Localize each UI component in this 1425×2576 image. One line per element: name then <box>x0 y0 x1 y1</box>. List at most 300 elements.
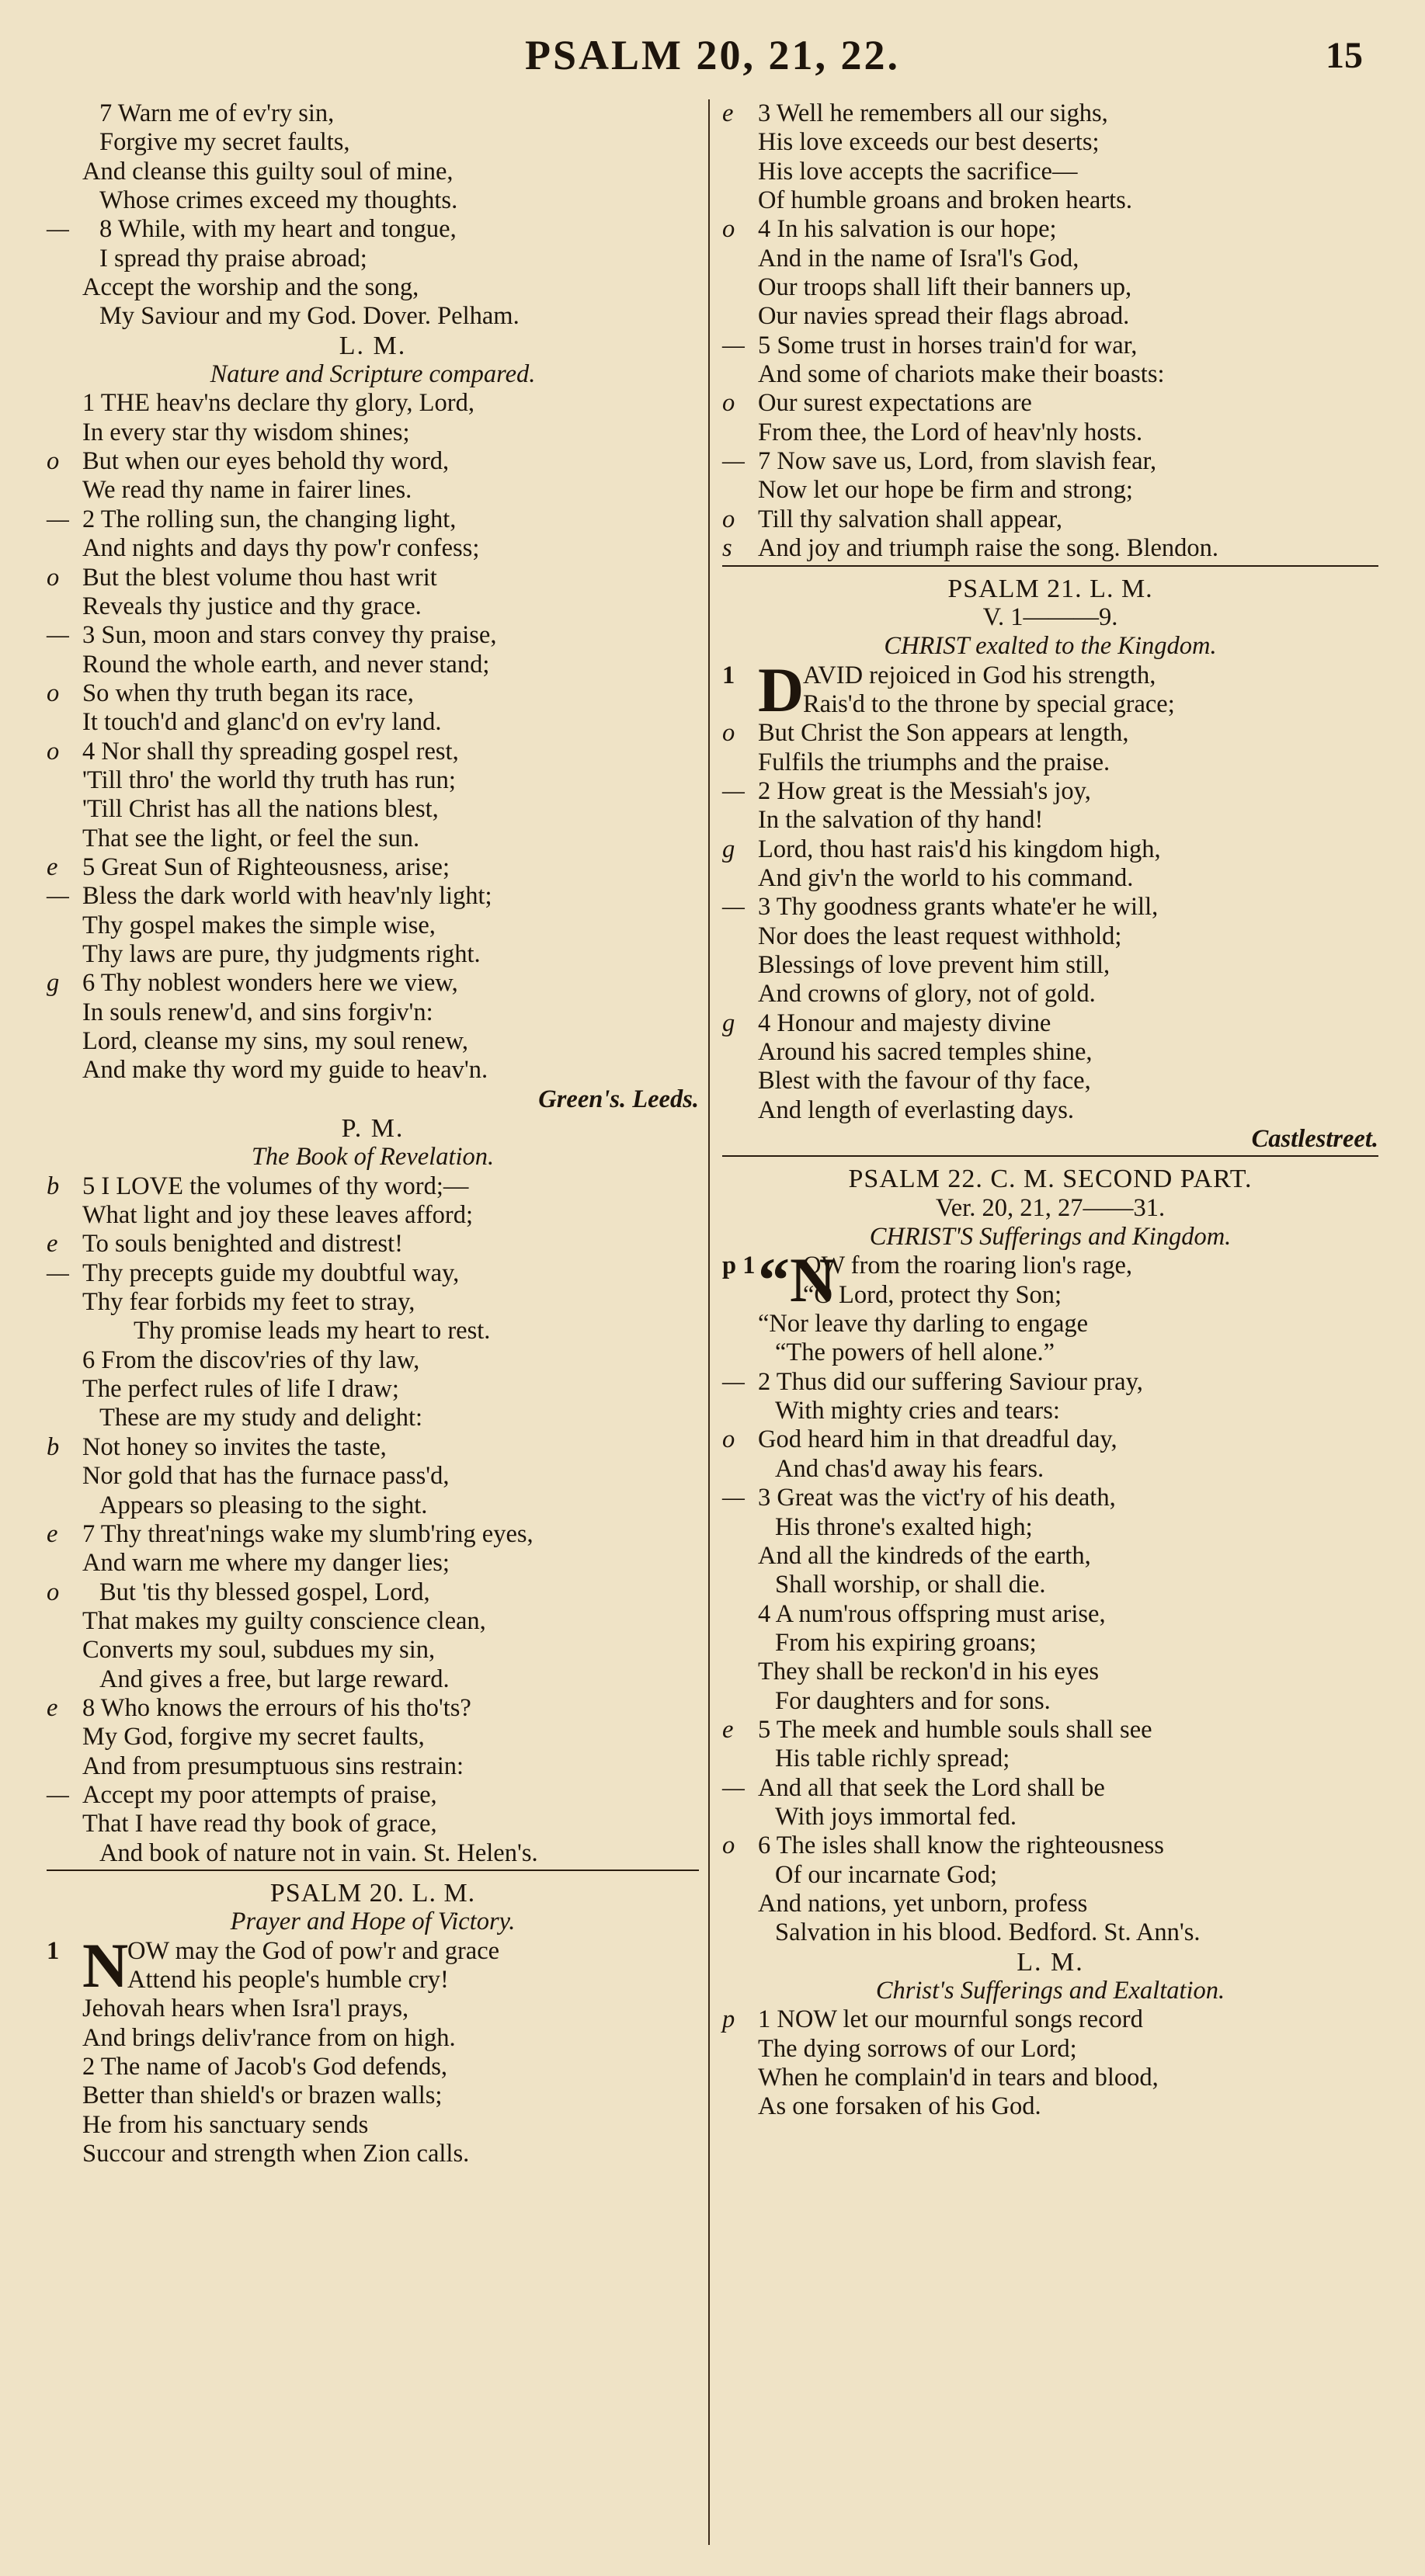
verse-line <box>722 1455 1378 1484</box>
verse-text: Forgive my secret faults, <box>99 128 350 157</box>
verse-line <box>47 1491 699 1520</box>
section-rule <box>722 565 1378 567</box>
verse-text: And some of chariots make their boasts: <box>758 360 1165 389</box>
dynamic-mark: — <box>47 215 69 244</box>
verse-text: 4 Nor shall thy spreading gospel rest, <box>82 737 459 766</box>
verse-text: Thy fear forbids my feet to stray, <box>82 1288 415 1317</box>
verse-text: And giv'n the world to his command. <box>758 863 1134 892</box>
dynamic-mark: — <box>47 505 69 533</box>
verse-text: 8 While, with my heart and tongue, <box>99 215 457 244</box>
verse-line <box>47 1201 699 1230</box>
dynamic-mark: o <box>47 447 60 476</box>
verse-text: 5 Some trust in horses train'd for war, <box>758 331 1138 359</box>
dynamic-mark: o <box>47 563 60 592</box>
verse-text: 4 In his salvation is our hope; <box>758 215 1057 244</box>
verse-text: Salvation in his blood. Bedford. St. Ann's. <box>775 1918 1201 1947</box>
verse-text: The dying sorrows of our Lord; <box>758 2034 1077 2063</box>
verse-text: In every star thy wisdom shines; <box>82 418 410 446</box>
verse-text: Round the whole earth, and never stand; <box>82 650 490 679</box>
verse-line <box>47 1607 699 1636</box>
verse-line <box>722 273 1378 302</box>
verse-text: But when our eyes behold thy word, <box>82 447 450 476</box>
verse-text: Better than shield's or brazen walls; <box>82 2081 443 2110</box>
verse-line <box>47 1994 699 2023</box>
verse-text: And length of everlasting days. <box>758 1095 1075 1124</box>
verse-line <box>722 1918 1378 1947</box>
dynamic-mark: e <box>47 1693 58 1722</box>
verse-line <box>47 766 699 795</box>
verse-line <box>47 1752 699 1781</box>
verse-text: With joys immortal fed. <box>775 1802 1017 1831</box>
tune-names: Green's. Leeds. <box>538 1085 699 1113</box>
verse-line <box>47 1375 699 1404</box>
verse-line <box>722 332 1378 360</box>
verse-text: Not honey so invites the taste, <box>82 1432 387 1461</box>
verse-line <box>722 128 1378 157</box>
verse-text: Till thy salvation shall appear, <box>758 505 1062 533</box>
dynamic-mark: e <box>47 1519 58 1548</box>
hymn-subject: Christ's Sufferings and Exaltation. <box>875 1977 1225 2005</box>
dynamic-mark: o <box>47 1578 60 1606</box>
dynamic-mark: — <box>722 1484 745 1512</box>
verse-line <box>722 980 1378 1009</box>
verse-line <box>722 1803 1378 1831</box>
verse-range: V. 1———9. <box>982 602 1118 631</box>
verse-text: Around his sacred temples shine, <box>758 1038 1093 1066</box>
verse-text: With mighty cries and tears: <box>775 1397 1060 1425</box>
verse-text: And all the kindreds of the earth, <box>758 1541 1091 1570</box>
verse-line <box>47 651 699 679</box>
verse-line <box>47 1549 699 1578</box>
verse-text: But 'tis thy blessed gospel, Lord, <box>99 1578 430 1606</box>
dynamic-mark: — <box>47 1258 69 1287</box>
verse-line <box>47 1665 699 1694</box>
verse-line <box>47 186 699 215</box>
verse-text: Nor does the least request withhold; <box>758 922 1122 950</box>
verse-text: Accept the worship and the song, <box>82 273 419 302</box>
verse-number: 1 <box>47 1936 60 1965</box>
verse-line <box>47 1317 699 1345</box>
verse-text: “O Lord, protect thy Son; <box>803 1280 1062 1309</box>
verse-text: Lord, cleanse my sins, my soul renew, <box>82 1027 469 1055</box>
dynamic-mark: e <box>722 99 734 127</box>
dynamic-mark: o <box>722 1831 735 1860</box>
verse-text: When he complain'd in tears and blood, <box>758 2064 1159 2092</box>
verse-text: But Christ the Son appears at length, <box>758 719 1129 748</box>
dynamic-mark: b <box>47 1172 60 1200</box>
dynamic-mark: e <box>47 1230 58 1258</box>
verse-line <box>722 186 1378 215</box>
verse-line <box>722 1067 1378 1095</box>
verse-line <box>47 825 699 853</box>
verse-text: Thy gospel makes the simple wise, <box>82 911 436 939</box>
verse-text: Thy promise leads my heart to rest. <box>134 1317 491 1345</box>
verse-line <box>47 853 699 882</box>
verse-line <box>47 1636 699 1665</box>
verse-text: 5 The meek and humble souls shall see <box>758 1715 1152 1744</box>
dynamic-mark: o <box>47 737 60 766</box>
verse-line <box>47 1520 699 1549</box>
dynamic-mark: s <box>722 534 732 563</box>
verse-line <box>47 418 699 447</box>
verse-line <box>722 418 1378 447</box>
verse-text: Our troops shall lift their banners up, <box>758 273 1132 302</box>
verse-line <box>722 360 1378 389</box>
verse-line <box>47 621 699 650</box>
verse-line <box>47 1694 699 1723</box>
verse-line <box>722 1600 1378 1629</box>
verse-text: In the salvation of thy hand! <box>758 806 1044 835</box>
verse-text: Blest with the favour of thy face, <box>758 1067 1091 1095</box>
verse-text: Nor gold that has the furnace pass'd, <box>82 1462 450 1491</box>
verse-line <box>722 719 1378 748</box>
page-number: 15 <box>1326 35 1363 76</box>
verse-line <box>722 1368 1378 1397</box>
verse-number: p 1 <box>722 1252 756 1280</box>
dynamic-mark: g <box>47 969 60 998</box>
verse-text: And joy and triumph raise the song. Blendon. <box>758 534 1219 563</box>
verse-line <box>722 245 1378 273</box>
verse-text: Now let our hope be firm and strong; <box>758 476 1133 505</box>
verse-line <box>47 158 699 186</box>
dynamic-mark: — <box>722 1367 745 1396</box>
verse-text: In souls renew'd, and sins forgiv'n: <box>82 998 433 1026</box>
verse-text: 2 How great is the Messiah's joy, <box>758 776 1091 805</box>
verse-text: We read thy name in fairer lines. <box>82 476 412 505</box>
verse-text: What light and joy these leaves afford; <box>82 1201 473 1230</box>
running-head <box>0 31 1425 85</box>
verse-text: Reveals thy justice and thy grace. <box>82 592 422 620</box>
verse-text: Succour and strength when Zion calls. <box>82 2140 470 2168</box>
verse-line <box>722 835 1378 864</box>
verse-line <box>722 1774 1378 1803</box>
verse-text: Blessings of love prevent him still, <box>758 950 1110 979</box>
verse-text: That I have read thy book of grace, <box>82 1810 437 1838</box>
verse-text: 1 NOW let our mournful songs record <box>758 2005 1143 2034</box>
dynamic-mark: — <box>47 882 69 911</box>
verse-text: Lord, thou hast rais'd his kingdom high, <box>758 835 1161 863</box>
verse-text: Thy precepts guide my doubtful way, <box>82 1258 460 1287</box>
verse-line <box>722 1716 1378 1745</box>
verse-number: 1 <box>722 661 735 689</box>
dynamic-mark: o <box>47 679 60 707</box>
verse-line <box>47 1578 699 1607</box>
dynamic-mark: — <box>47 621 69 650</box>
verse-line <box>722 447 1378 476</box>
psalm-heading: PSALM 22. C. M. SECOND PART. <box>848 1165 1253 1194</box>
hymn-subject: CHRIST exalted to the Kingdom. <box>884 632 1217 661</box>
verse-line <box>722 1542 1378 1571</box>
verse-text: 2 The name of Jacob's God defends, <box>82 2053 448 2081</box>
verse-line <box>47 1781 699 1810</box>
section-rule <box>47 1870 699 1871</box>
verse-text: Shall worship, or shall die. <box>775 1571 1046 1599</box>
verse-line <box>47 128 699 157</box>
verse-line <box>47 1056 699 1085</box>
dynamic-mark: o <box>722 719 735 748</box>
drop-cap: D <box>758 654 805 725</box>
verse-text: God heard him in that dreadful day, <box>758 1425 1117 1454</box>
verse-line <box>722 922 1378 951</box>
column-divider <box>708 99 710 2545</box>
verse-text: Bless the dark world with heav'nly light; <box>82 882 492 911</box>
verse-line <box>722 951 1378 980</box>
verse-text: And book of nature not in vain. St. Helen's. <box>99 1838 538 1867</box>
verse-text: 6 From the discov'ries of thy law, <box>82 1345 420 1374</box>
verse-line <box>722 1831 1378 1860</box>
verse-text: His love accepts the sacrifice— <box>758 157 1078 186</box>
verse-line <box>722 215 1378 244</box>
verse-text: 7 Warn me of ev'ry sin, <box>99 99 335 127</box>
right-column <box>722 99 1378 2122</box>
verse-text: They shall be reckon'd in his eyes <box>758 1658 1100 1686</box>
dynamic-mark: g <box>722 1009 735 1037</box>
verse-line <box>47 679 699 708</box>
verse-text: And make thy word my guide to heav'n. <box>82 1056 488 1085</box>
dynamic-mark: o <box>722 389 735 418</box>
verse-text: 3 Sun, moon and stars convey thy praise, <box>82 621 497 650</box>
verse-line <box>722 806 1378 835</box>
verse-line <box>47 1462 699 1491</box>
verse-line <box>47 708 699 737</box>
verse-line <box>722 777 1378 806</box>
verse-text: And brings deliv'rance from on high. <box>82 2023 456 2052</box>
psalm-heading: PSALM 20. L. M. <box>269 1878 476 1908</box>
verse-line <box>722 1745 1378 1773</box>
verse-text: From thee, the Lord of heav'nly hosts. <box>758 418 1143 446</box>
verse-text: And nations, yet unborn, profess <box>758 1889 1088 1918</box>
verse-line <box>47 795 699 824</box>
verse-line <box>722 1038 1378 1067</box>
verse-line <box>722 1310 1378 1338</box>
verse-text: As one forsaken of his God. <box>758 2092 1041 2121</box>
verse-line <box>47 564 699 592</box>
verse-line <box>722 1484 1378 1512</box>
verse-line <box>722 1009 1378 1038</box>
dynamic-mark: — <box>722 1773 745 1802</box>
verse-text: 'Till Christ has all the nations blest, <box>82 795 439 824</box>
verse-line <box>722 1571 1378 1599</box>
verse-line <box>47 911 699 940</box>
verse-text: His table richly spread; <box>775 1745 1010 1773</box>
verse-line <box>47 1839 699 1868</box>
verse-text: And gives a free, but large reward. <box>99 1665 450 1693</box>
verse-line <box>722 1629 1378 1658</box>
verse-text: These are my study and delight: <box>99 1404 423 1432</box>
verse-text: OW from the roaring lion's rage, <box>803 1252 1133 1280</box>
dynamic-mark: p <box>722 2005 735 2034</box>
verse-text: 2 The rolling sun, the changing light, <box>82 505 457 533</box>
verse-text: 7 Now save us, Lord, from slavish fear, <box>758 447 1157 476</box>
verse-line <box>47 882 699 911</box>
verse-line <box>722 534 1378 563</box>
verse-text: So when thy truth began its race, <box>82 679 414 707</box>
verse-text: Our navies spread their flags abroad. <box>758 302 1130 331</box>
psalm-heading: PSALM 21. L. M. <box>947 574 1153 603</box>
verse-line <box>47 2053 699 2081</box>
verse-text: From his expiring groans; <box>775 1628 1037 1657</box>
verse-text: Attend his people's humble cry! <box>127 1966 449 1994</box>
verse-text: And warn me where my danger lies; <box>82 1549 450 1578</box>
verse-text: Converts my soul, subdues my sin, <box>82 1636 436 1665</box>
verse-text: AVID rejoiced in God his strength, <box>803 661 1156 689</box>
dynamic-mark: — <box>722 331 745 359</box>
verse-text: Of humble groans and broken hearts. <box>758 186 1132 215</box>
drop-cap-line-continued <box>47 1966 699 1994</box>
verse-line <box>47 273 699 302</box>
verse-text: For daughters and for sons. <box>775 1686 1051 1715</box>
verse-line <box>47 505 699 534</box>
verse-text: 5 Great Sun of Righteousness, arise; <box>82 852 450 881</box>
verse-text: My God, forgive my secret faults, <box>82 1723 425 1751</box>
verse-line <box>47 302 699 331</box>
verse-text: And chas'd away his fears. <box>775 1454 1044 1483</box>
dynamic-mark: o <box>722 215 735 244</box>
verse-text: OW may the God of pow'r and grace <box>127 1936 500 1965</box>
verse-line <box>722 2035 1378 2064</box>
verse-text: His throne's exalted high; <box>775 1512 1033 1541</box>
dynamic-mark: e <box>47 852 58 881</box>
verse-text: 6 Thy noblest wonders here we view, <box>82 969 458 998</box>
verse-text: 3 Well he remembers all our sighs, <box>758 99 1108 127</box>
hymn-subject: Prayer and Hope of Victory. <box>230 1908 516 1936</box>
verse-line <box>722 2005 1378 2034</box>
verse-line <box>47 1433 699 1462</box>
verse-text: But the blest volume thou hast writ <box>82 563 437 592</box>
verse-line <box>722 1890 1378 1918</box>
verse-line <box>47 1230 699 1258</box>
verse-line <box>47 2081 699 2110</box>
verse-line <box>47 447 699 476</box>
verse-text: “Nor leave thy darling to engage <box>758 1310 1089 1338</box>
verse-text: 3 Great was the vict'ry of his death, <box>758 1484 1116 1512</box>
verse-text: And cleanse this guilty soul of mine, <box>82 157 454 186</box>
verse-line <box>47 245 699 273</box>
verse-text: And nights and days thy pow'r confess; <box>82 534 480 563</box>
verse-line <box>47 1027 699 1056</box>
verse-text: To souls benighted and distrest! <box>82 1230 403 1258</box>
verse-text: Fulfils the triumphs and the praise. <box>758 748 1110 776</box>
verse-line <box>722 158 1378 186</box>
verse-line <box>722 99 1378 128</box>
verse-text: 3 Thy goodness grants whate'er he will, <box>758 893 1159 922</box>
hymn-subject: Nature and Scripture compared. <box>210 360 536 389</box>
verse-line <box>722 1338 1378 1367</box>
verse-line <box>722 748 1378 777</box>
verse-line <box>722 2064 1378 2092</box>
dynamic-mark: — <box>722 776 745 805</box>
verse-text: 5 I LOVE the volumes of thy word;— <box>82 1172 469 1200</box>
verse-line <box>722 1425 1378 1454</box>
verse-text: The perfect rules of life I draw; <box>82 1375 399 1404</box>
verse-line <box>722 864 1378 893</box>
verse-text: And all that seek the Lord shall be <box>758 1773 1105 1802</box>
verse-text: Rais'd to the throne by special grace; <box>803 689 1175 718</box>
drop-cap: N <box>82 1929 129 2001</box>
verse-line <box>47 1810 699 1838</box>
verse-text: Our surest expectations are <box>758 389 1032 418</box>
verse-text: He from his sanctuary sends <box>82 2110 369 2139</box>
dynamic-mark: g <box>722 835 735 863</box>
verse-text: And in the name of Isra'l's God, <box>758 244 1079 273</box>
verse-text: 4 A num'rous offspring must arise, <box>758 1599 1106 1628</box>
verse-line <box>47 99 699 128</box>
verse-line <box>47 738 699 766</box>
verse-line <box>722 1861 1378 1890</box>
verse-text: It touch'd and glanc'd on ev'ry land. <box>82 708 442 737</box>
verse-line <box>47 2140 699 2168</box>
verse-text: Thy laws are pure, thy judgments right. <box>82 939 481 968</box>
verse-text: His love exceeds our best deserts; <box>758 128 1100 157</box>
verse-range: Ver. 20, 21, 27——31. <box>935 1193 1166 1222</box>
verse-line <box>47 1346 699 1375</box>
verse-text: I spread thy praise abroad; <box>99 244 367 273</box>
dynamic-mark: o <box>722 505 735 533</box>
dynamic-mark: b <box>47 1432 60 1461</box>
verse-text: And crowns of glory, not of gold. <box>758 980 1096 1009</box>
verse-text: That see the light, or feel the sun. <box>82 824 420 852</box>
verse-line <box>47 1259 699 1288</box>
meter-heading: L. M. <box>339 331 407 360</box>
verse-line <box>47 389 699 418</box>
verse-line <box>722 1397 1378 1425</box>
meter-heading: P. M. <box>341 1114 405 1144</box>
verse-text: 8 Who knows the errours of his tho'ts? <box>82 1693 471 1722</box>
verse-line <box>47 940 699 969</box>
verse-text: 'Till thro' the world thy truth has run; <box>82 766 456 794</box>
verse-text: That makes my guilty conscience clean, <box>82 1606 486 1635</box>
meter-heading: L. M. <box>1017 1947 1084 1977</box>
verse-text: Of our incarnate God; <box>775 1860 998 1889</box>
dynamic-mark: — <box>722 893 745 922</box>
verse-line <box>47 1404 699 1432</box>
verse-line <box>722 893 1378 922</box>
verse-text: Accept my poor attempts of praise, <box>82 1780 437 1809</box>
running-title: PSALM 20, 21, 22. <box>525 32 900 78</box>
verse-line <box>47 592 699 621</box>
verse-line <box>722 505 1378 534</box>
verse-line <box>47 998 699 1027</box>
verse-line <box>722 2092 1378 2121</box>
verse-text: “The powers of hell alone.” <box>775 1338 1055 1367</box>
verse-text: Jehovah hears when Isra'l prays, <box>82 1994 409 2023</box>
verse-line <box>47 534 699 563</box>
verse-line <box>722 1096 1378 1125</box>
drop-cap: “N <box>758 1245 836 1316</box>
tune-names: Castlestreet. <box>1251 1125 1378 1154</box>
verse-line <box>47 1288 699 1317</box>
verse-line <box>47 969 699 998</box>
verse-line <box>47 2024 699 2053</box>
verse-text: 1 THE heav'ns declare thy glory, Lord, <box>82 389 474 418</box>
verse-text: 4 Honour and majesty divine <box>758 1009 1051 1037</box>
drop-cap-line-continued <box>722 690 1378 719</box>
verse-text: And from presumptuous sins restrain: <box>82 1751 464 1780</box>
dynamic-mark: o <box>722 1425 735 1454</box>
verse-line <box>722 476 1378 505</box>
hymn-subject: The Book of Revelation. <box>251 1143 495 1172</box>
dynamic-mark: — <box>722 447 745 476</box>
hymn-subject: CHRIST'S Sufferings and Kingdom. <box>869 1223 1232 1252</box>
drop-cap-line-continued <box>722 1281 1378 1310</box>
verse-line <box>722 302 1378 331</box>
verse-text: 2 Thus did our suffering Saviour pray, <box>758 1367 1143 1396</box>
verse-line <box>722 389 1378 418</box>
verse-text: My Saviour and my God. Dover. Pelham. <box>99 302 520 331</box>
verse-line <box>47 476 699 505</box>
verse-text: 7 Thy threat'nings wake my slumb'ring eyes, <box>82 1519 534 1548</box>
section-rule <box>722 1155 1378 1157</box>
